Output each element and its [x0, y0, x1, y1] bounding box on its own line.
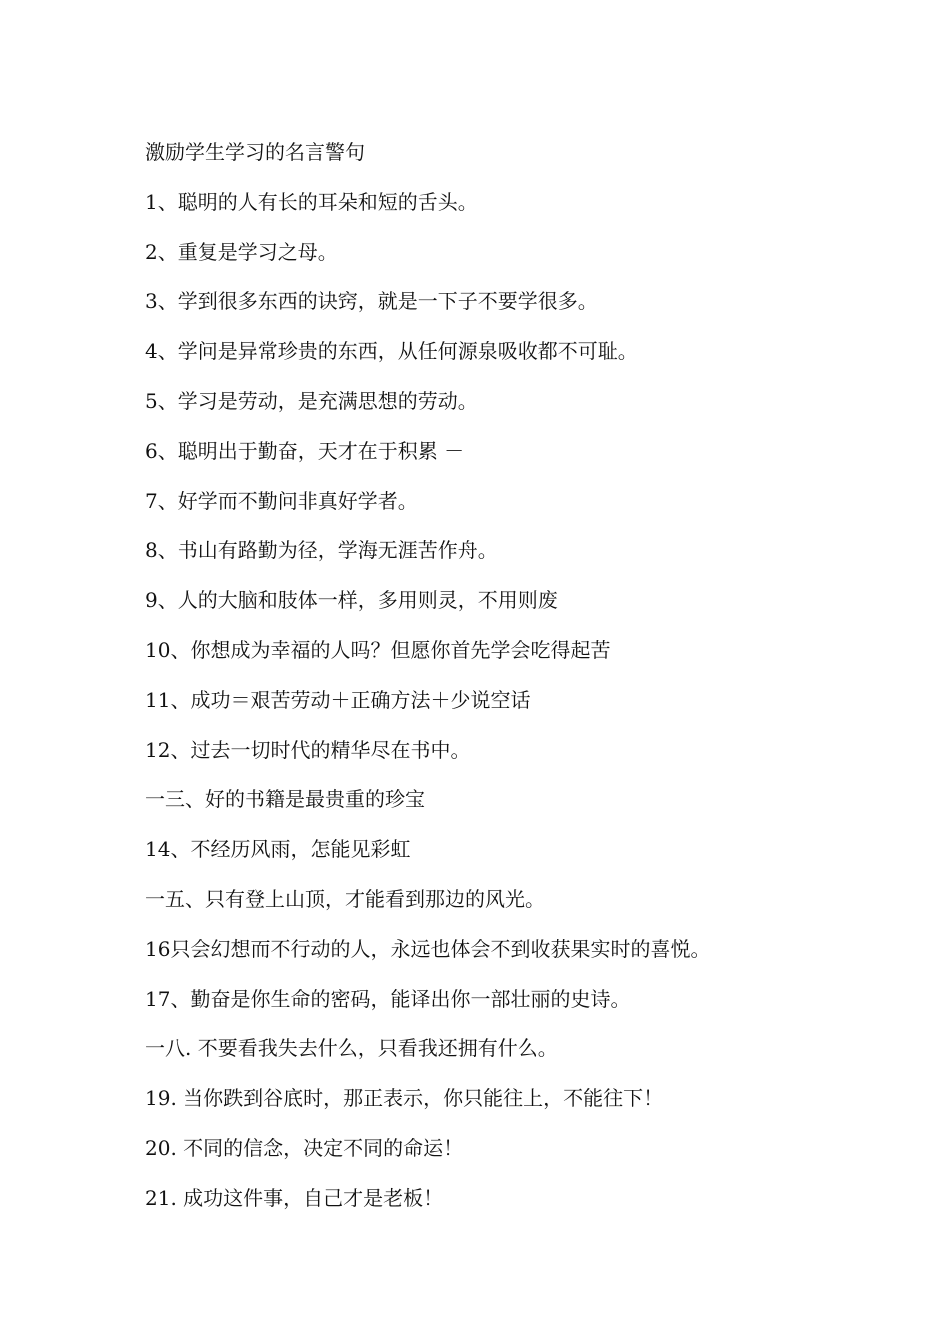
quote-line: 16只会幻想而不行动的人，永远也体会不到收获果实时的喜悦。: [145, 936, 711, 961]
quote-line: 6、聪明出于勤奋，天才在于积累 －: [145, 438, 465, 463]
quote-line: 21. 成功这件事，自己才是老板！: [145, 1185, 444, 1210]
quote-line: 10、你想成为幸福的人吗？但愿你首先学会吃得起苦: [145, 637, 611, 662]
quote-line: 1、聪明的人有长的耳朵和短的舌头。: [145, 189, 478, 214]
quote-line: 9、人的大脑和肢体一样，多用则灵，不用则废: [145, 588, 558, 613]
document-body: [145, 135, 865, 1231]
quote-line: 12、过去一切时代的精华尽在书中。: [145, 737, 471, 762]
quote-line: 7、好学而不勤问非真好学者。: [145, 488, 418, 513]
quote-line: 2、重复是学习之母。: [145, 239, 338, 264]
quote-line: 一八. 不要看我失去什么，只看我还拥有什么。: [145, 1036, 558, 1061]
quote-line: 4、学问是异常珍贵的东西，从任何源泉吸收都不可耻。: [145, 339, 638, 364]
quote-line: 5、学习是劳动，是充满思想的劳动。: [145, 388, 478, 413]
quote-line: 14、不经历风雨，怎能见彩虹: [145, 837, 411, 862]
quote-line: 一五、只有登上山顶，才能看到那边的风光。: [145, 886, 545, 911]
quote-line: 11、成功＝艰苦劳动＋正确方法＋少说空话: [145, 687, 531, 712]
quote-line: 17、勤奋是你生命的密码，能译出你一部壮丽的史诗。: [145, 986, 631, 1011]
quote-line: 19. 当你跌到谷底时，那正表示，你只能往上，不能往下！: [145, 1086, 664, 1111]
quote-line: 20. 不同的信念，决定不同的命运！: [145, 1135, 464, 1160]
quote-line: 3、学到很多东西的诀窍，就是一下子不要学很多。: [145, 289, 598, 314]
document-title: 激励学生学习的名言警句: [145, 140, 365, 164]
quote-line: 8、书山有路勤为径，学海无涯苦作舟。: [145, 538, 498, 563]
quote-line: 一三、好的书籍是最贵重的珍宝: [145, 787, 425, 812]
